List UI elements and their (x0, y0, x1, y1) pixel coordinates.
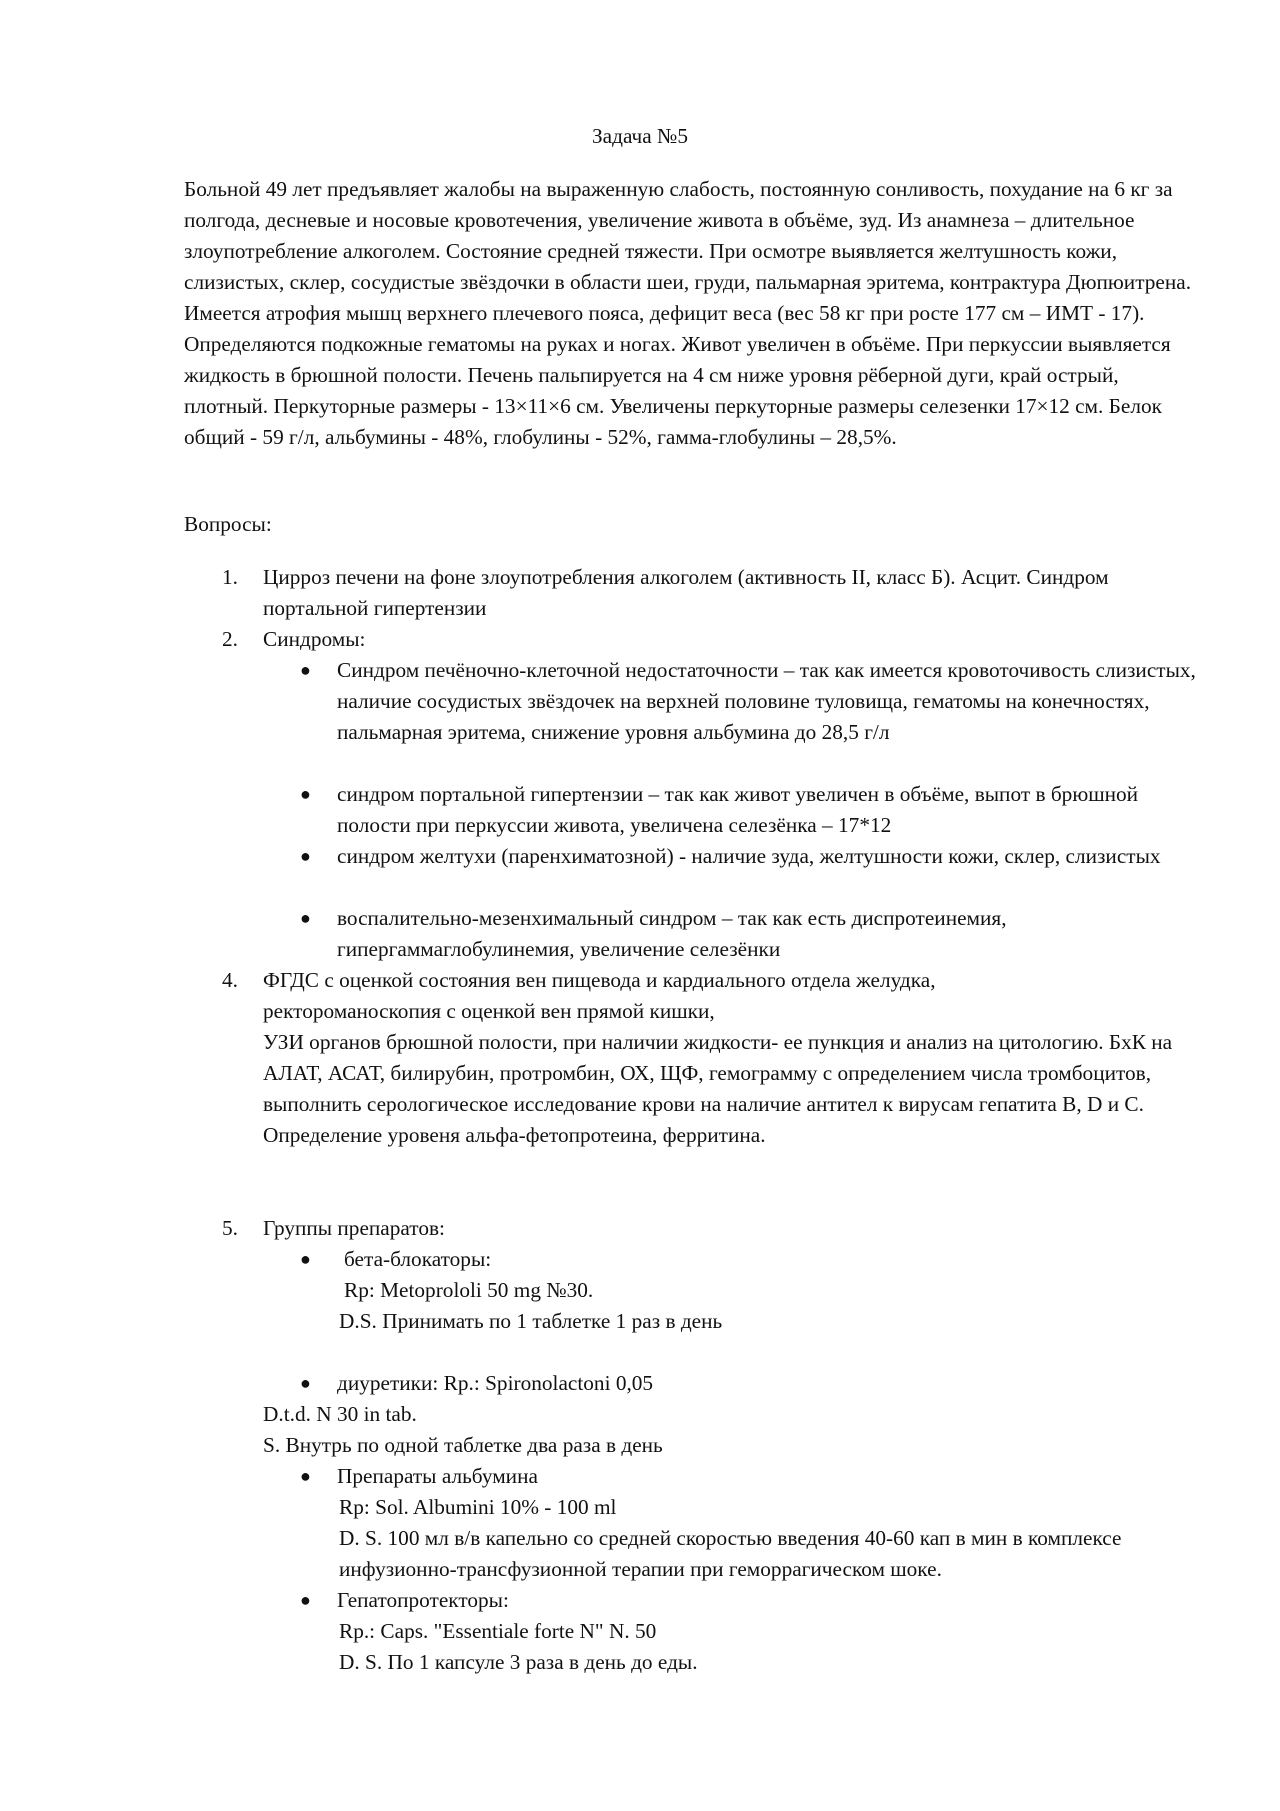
syndrome-item: синдром желтухи (паренхиматозной) - наличие зуда, желтушности кожи, склер, слизистых (337, 844, 1161, 868)
bullet-icon: ● (300, 908, 311, 928)
answer-4-line-2: ректороманоскопия с оценкой вен прямой кишки, (263, 999, 715, 1023)
answer-1-diagnosis: Цирроз печени на фоне злоупотребления алкоголем (активность II, класс Б). Асцит. Синдром портальной гипертензии (263, 565, 1109, 620)
prescription-ds: D.S. Принимать по 1 таблетке 1 раз в день (339, 1309, 723, 1333)
list-number-2: 2. (222, 627, 238, 651)
bullet-icon: ● (300, 1249, 311, 1269)
prescription-rp: Rp: Metoprololi 50 mg №30. (344, 1278, 594, 1302)
bullet-icon: ● (300, 660, 311, 680)
bullet-icon: ● (300, 1590, 311, 1610)
syndrome-item: воспалительно-мезенхимальный синдром – так как есть диспротеинемия, гипергаммаглобулинемия, увеличение селезёнки (337, 906, 1007, 961)
questions-heading: Вопросы: (184, 512, 272, 536)
syndrome-item: Синдром печёночно-клеточной недостаточности – так как имеется кровоточивость слизистых, наличие сосудистых звёздочек на верхней половине туловища, гематомы на конечностях, пальмарная эритема, снижение уровня альбумина до 28,5 г/л (337, 658, 1196, 744)
list-number-4: 4. (222, 968, 238, 992)
prescription-s: S. Внутрь по одной таблетке два раза в день (263, 1433, 663, 1457)
bullet-icon: ● (300, 846, 311, 866)
answer-4-line-1: ФГДС с оценкой состояния вен пищевода и кардиального отдела желудка, (263, 968, 936, 992)
bullet-icon: ● (300, 1466, 311, 1486)
prescription-rp: Rp: Sol. Albumini 10% - 100 ml (339, 1495, 617, 1519)
list-number-5: 5. (222, 1216, 238, 1240)
syndrome-item: синдром портальной гипертензии – так как живот увеличен в объёме, выпот в брюшной полости при перкуссии живота, увеличена селезёнка – 17*12 (337, 782, 1139, 837)
prescription-dtd: D.t.d. N 30 in tab. (263, 1402, 417, 1426)
page-title: Задача №5 (591, 124, 688, 148)
drug-group-label: диуретики: Rp.: Spironolactoni 0,05 (337, 1371, 654, 1395)
drug-group-label: Гепатопротекторы: (337, 1588, 509, 1612)
prescription-ds: D. S. 100 мл в/в капельно со средней скоростью введения 40-60 кап в мин в комплексе инфузионно-трансфузионной терапии при геморрагическом шоке. (339, 1526, 1122, 1581)
answer-2-heading: Синдромы: (263, 627, 366, 651)
answer-5-heading: Группы препаратов: (263, 1216, 445, 1240)
bullet-icon: ● (300, 1373, 311, 1393)
list-number-1: 1. (222, 565, 238, 589)
case-description: Больной 49 лет предъявляет жалобы на выраженную слабость, постоянную сонливость, похудание на 6 кг за полгода, десневые и носовые кровотечения, увеличение живота в объёме, зуд. Из анамнеза – длительное злоупотребление алкоголем. Состояние средней тяжести. При осмотре выявляется желтушность кожи, слизистых, склер, сосудистые звёздочки в области шеи, груди, пальмарная эритема, контрактура Дюпюитрена. Имеется атрофия мышц верхнего плечевого пояса, дефицит веса (вес 58 кг при росте 177 см – ИМТ - 17). Определяются подкожные гематомы на руках и ногах. Живот увеличен в объёме. При перкуссии выявляется жидкость в брюшной полости. Печень пальпируется на 4 см ниже уровня рёберной дуги, край острый, плотный. Перкуторные размеры - 13×11×6 см. Увеличены перкуторные размеры селезенки 17×12 см. Белок общий - 59 г/л, альбумины - 48%, глобулины - 52%, гамма-глобулины – 28,5%. (184, 177, 1192, 449)
drug-group-label: бета-блокаторы: (344, 1247, 492, 1271)
answer-4-examinations: УЗИ органов брюшной полости, при наличии жидкости- ее пункция и анализ на цитологию. БхК на АЛАТ, АСАТ, билирубин, протромбин, ОХ, ЩФ, гемограмму с определением числа тромбоцитов, выполнить серологическое исследование крови на наличие антител к вирусам гепатита В, D и С. Определение уровеня альфа-фетопротеина, ферритина. (263, 1030, 1173, 1147)
prescription-rp: Rp.: Caps. "Essentiale forte N" N. 50 (339, 1619, 657, 1643)
bullet-icon: ● (300, 784, 311, 804)
prescription-ds: D. S. По 1 капсуле 3 раза в день до еды. (339, 1650, 698, 1674)
drug-group-label: Препараты альбумина (337, 1464, 538, 1488)
